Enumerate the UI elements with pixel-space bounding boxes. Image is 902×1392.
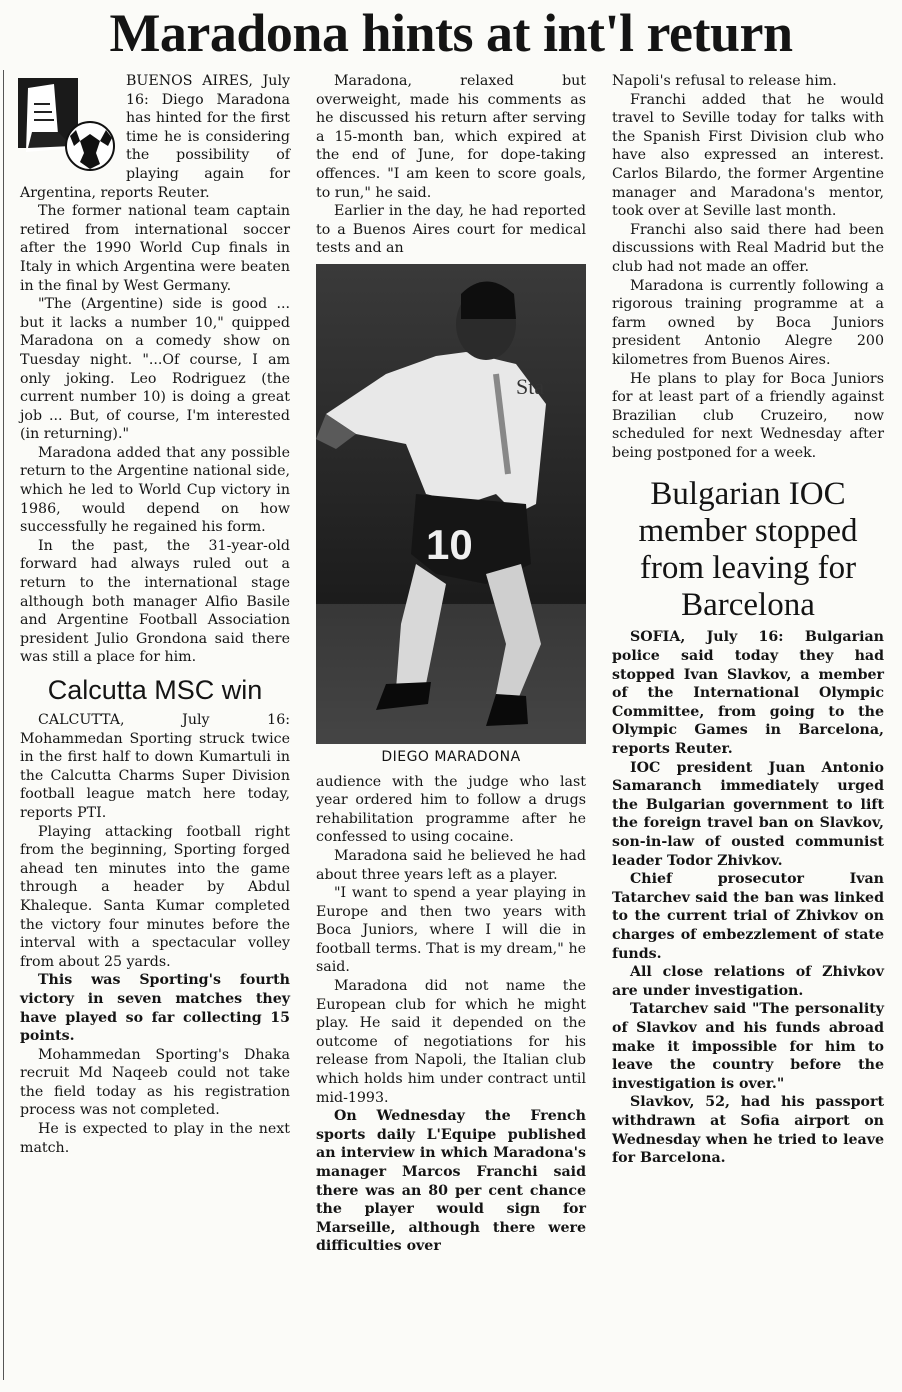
article-2-para-3: This was Sporting's fourth victory in seven matches they have played so far collecting 15 points. <box>20 972 290 1045</box>
photo-caption: DIEGO MARADONA <box>381 748 521 765</box>
article-1-para-5: In the past, the 31-year-old forward had always ruled out a return to the international stage although both manager Alfio Basile and Argentine Football Association president Julio Grondona said there was still a place for him. <box>20 537 290 666</box>
article-1-para-12: On Wednesday the French sports daily L'Equipe published an interview in which Maradona's manager Marcos Franchi said there was an 80 per cent chance the player would sign for Marseille, although there were difficulties over <box>316 1108 586 1255</box>
article-1-para-11: Maradona did not name the European club for which he might play. He said it depended on the outcome of negotiations for his release from Napoli, the Italian club which holds him under contract until mid-1993. <box>316 978 586 1106</box>
article-2-para-5: He is expected to play in the next match. <box>20 1121 290 1156</box>
article-3-para-2: IOC president Juan Antonio Samaranch immediately urged the Bulgarian government to lift the foreign travel ban on Slavkov, son-in-law of ousted communist leader Todor Zhivkov. <box>612 759 884 869</box>
article-1-para-14: Franchi added that he would travel to Seville today for talks with the Spanish First Division club who have also expressed an interest. Carlos Bilardo, the former Argentine manager and Maradona's mentor, took over at Seville last month. <box>612 91 884 220</box>
article-1-para-1: BUENOS AIRES, July 16: Diego Maradona has hinted for the first time he is considering the possibility of playing again for Argentina, reports Reuter. <box>20 73 290 201</box>
article-1-para-9: Maradona said he believed he had about three years left as a player. <box>316 847 586 883</box>
article-1-para-6: Maradona, relaxed but overweight, made his comments as he discussed his return after serving a 15-month ban, which expired at the end of June, for dope-taking offences. "I am keen to score goals, to run," he said. <box>316 73 586 201</box>
article-2-para-2: Playing attacking football right from the beginning, Sporting forged ahead ten minutes into the game through a header by Abdul Khaleque. Santa Kumar completed the victory four minutes before the interval with a spectacular volley from about 25 yards. <box>20 823 290 970</box>
player-celebrating-illustration <box>316 264 586 744</box>
article-1-para-7: Earlier in the day, he had reported to a Buenos Aires court for medical tests and an <box>316 203 586 257</box>
jersey-number: 10 <box>426 520 473 568</box>
column-1 <box>20 72 290 1157</box>
column-rule <box>3 70 4 1380</box>
article-2-para-1: CALCUTTA, July 16: Mohammedan Sporting struck twice in the first half to down Kumartuli in the Calcutta Charms Super Division football league match here today, reports PTI. <box>20 712 290 821</box>
article-1-para-10: "I want to spend a year playing in Europe and then two years with Boca Juniors, where I will die in football terms. That is my dream," he said. <box>316 885 586 976</box>
column-2 <box>316 72 586 1256</box>
article-3-para-5: Tatarchev said "The personality of Slavkov and his funds abroad make it impossible for him to leave the country before the investigation is over." <box>612 1001 884 1092</box>
article-3-headline: Bulgarian IOC member stopped from leaving for Barcelona <box>638 476 858 624</box>
maradona-photo <box>316 264 586 744</box>
soccer-boot-ball-icon <box>14 74 118 178</box>
article-3-para-3: Chief prosecutor Ivan Tatarchev said the ban was linked to the current trial of Zhivkov on charges of embezzlement of state funds. <box>612 871 884 962</box>
article-1-para-13: Napoli's refusal to release him. <box>612 73 837 89</box>
article-3-para-1: SOFIA, July 16: Bulgarian police said today they had stopped Ivan Slavkov, a member of the International Olympic Committee, from going to the Olympic Games in Barcelona, reports Reuter. <box>612 629 884 758</box>
article-1-para-8: audience with the judge who last year ordered him to follow a drugs rehabilitation programme after he confessed to using cocaine. <box>316 773 586 846</box>
article-1-para-15: Franchi also said there had been discussions with Real Madrid but the club had not made an offer. <box>612 221 884 275</box>
article-1-para-3: "The (Argentine) side is good ... but it lacks a number 10," quipped Maradona on a comedy show on Tuesday night. "...Of course, I am only joking. Leo Rodriguez (the current number 10) is doing a great job ... But, of course, I'm interested (in returning)." <box>20 296 290 443</box>
article-3-para-6: Slavkov, 52, had his passport withdrawn at Sofia airport on Wednesday when he tried to leave for Barcelona. <box>612 1094 884 1167</box>
article-2-headline: Calcutta MSC win <box>47 675 263 705</box>
article-1-para-17: He plans to play for Boca Juniors for at least part of a friendly against Brazilian club Cruzeiro, now scheduled for next Wednesday after being postponed for a week. <box>612 370 884 461</box>
article-1-para-4: Maradona added that any possible return to the Argentine national side, which he led to World Cup victory in 1986, would depend on how successfully he regained his form. <box>20 444 290 536</box>
main-headline: Maradona hints at int'l return <box>109 3 793 63</box>
column-3 <box>612 72 884 1168</box>
article-2-para-4: Mohammedan Sporting's Dhaka recruit Md Naqeeb could not take the field today as his registration process was not completed. <box>20 1046 290 1119</box>
shirt-sponsor-text: Sta <box>516 373 545 399</box>
article-1-para-2: The former national team captain retired from international soccer after the 1990 World Cup finals in Italy in which Argentina were beaten in the final by West Germany. <box>20 203 290 294</box>
article-3-para-4: All close relations of Zhivkov are under investigation. <box>612 964 884 999</box>
article-1-para-16: Maradona is currently following a rigorous training programme at a farm owned by Boca Juniors president Antonio Alegre 200 kilometres from Buenos Aires. <box>612 277 884 368</box>
